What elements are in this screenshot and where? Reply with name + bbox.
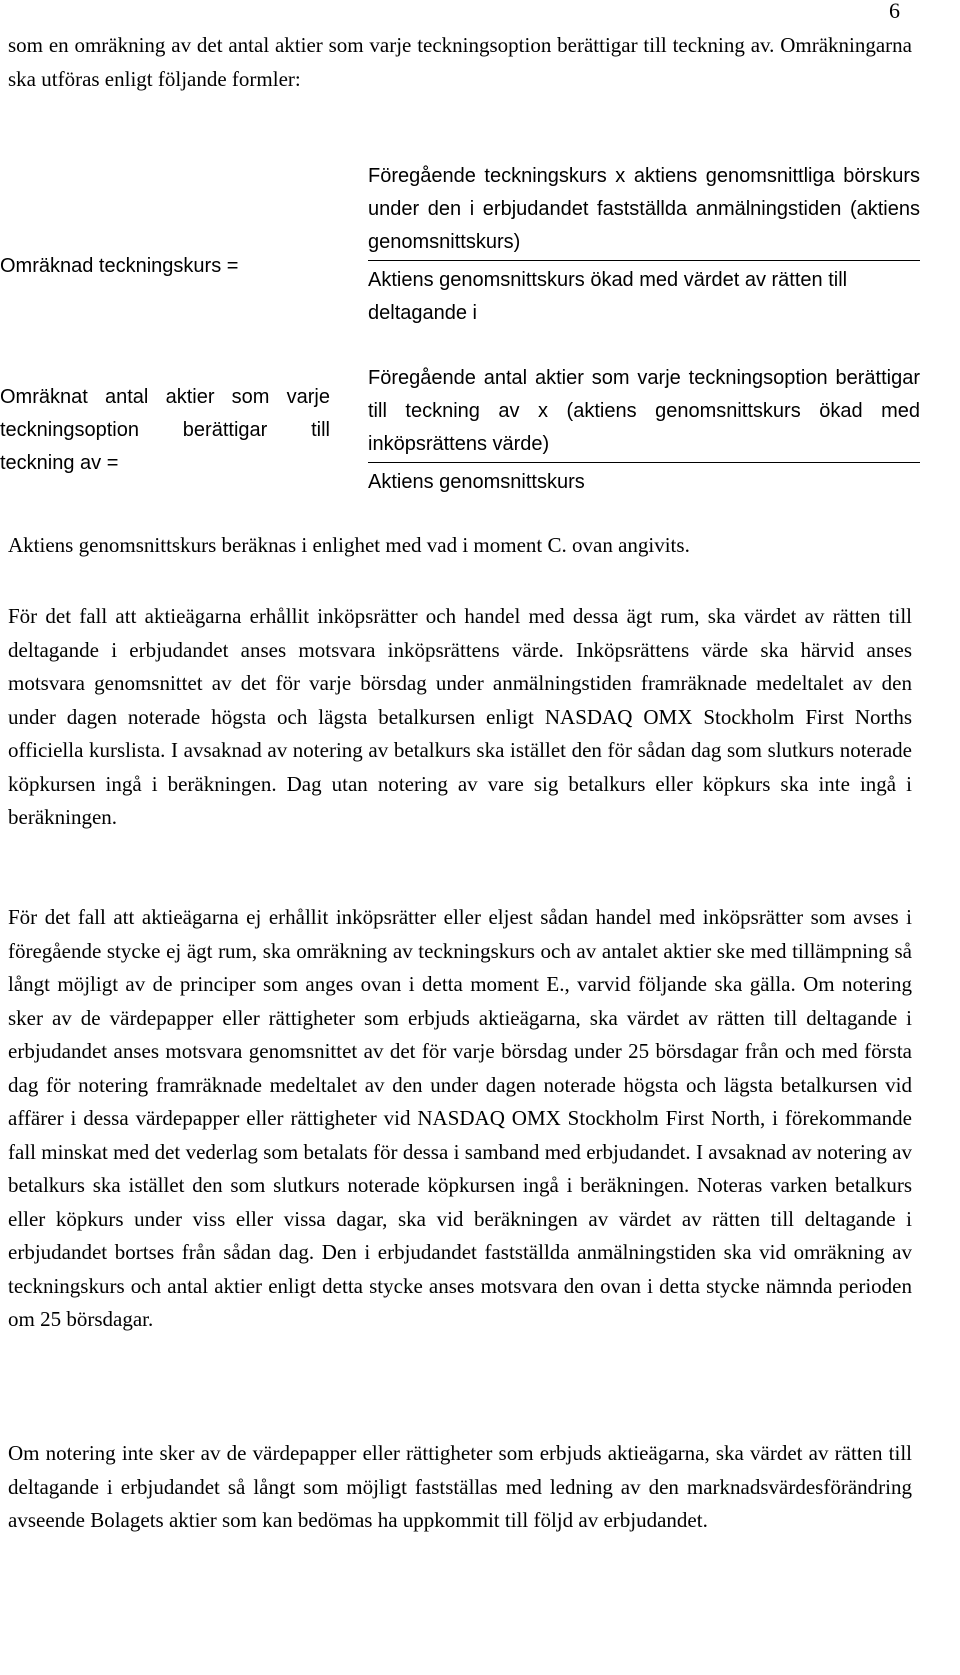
page-number: 6: [889, 0, 900, 23]
paragraph-genomsnittskurs: Aktiens genomsnittskurs beräknas i enlighet med vad i moment C. ovan angivits.: [8, 533, 690, 557]
formula1-fraction-line: [368, 260, 920, 261]
formula2-denominator: Aktiens genomsnittskurs: [368, 471, 585, 493]
intro-paragraph: som en omräkning av det antal aktier som varje teckningsoption berättigar till teckning av. Omräkningarna ska utföras enligt följande formler:: [8, 33, 912, 91]
formula1-numerator: Föregående teckningskurs x aktiens genomsnittliga börskurs under den i erbjudandet fastställda anmälningstiden (aktiens genomsnittskurs): [368, 165, 920, 253]
formula2-fraction-line: [368, 462, 920, 463]
paragraph-ingen-notering: Om notering inte sker av de värdepapper eller rättigheter som erbjuds aktieägarna, ska värdet av rätten till deltagande i erbjudandet så långt som möjligt fastställas med ledning av den marknadsvärdesförändring avseende Bolagets aktier som kan bedömas ha uppkommit till följd av erbjudandet.: [8, 1441, 912, 1532]
formula1-denominator: Aktiens genomsnittskurs ökad med värdet av rätten till deltagande i: [368, 269, 848, 324]
formula1-fraction: [368, 160, 920, 330]
formula2-numerator: Föregående antal aktier som varje teckningsoption berättigar till teckning av x (aktiens genomsnittskurs ökad med inköpsrättens värde): [368, 367, 920, 455]
formula1-label: Omräknad teckningskurs =: [0, 255, 239, 277]
paragraph-inkopsratter: För det fall att aktieägarna erhållit inköpsrätter och handel med dessa ägt rum, ska värdet av rätten till deltagande i erbjudandet anses motsvara inköpsrättens värde. Inköpsrättens värde ska härvid anses motsvara genomsnittet av det för varje börsdag under anmälningstiden framräknade medeltalet av den under dagen noterade högsta och lägsta betalkursen enligt NASDAQ OMX Stockholm First Norths officiella kurslista. I avsaknad av notering av betalkurs ska istället den för sådan dag som slutkurs noterade köpkursen ingå i beräkningen. Dag utan notering av vare sig betalkurs eller köpkurs ska inte ingå i beräkningen.: [8, 604, 912, 829]
formula2-fraction: [368, 362, 920, 499]
paragraph-ej-inkopsratter: För det fall att aktieägarna ej erhållit inköpsrätter eller eljest sådan handel med inköpsrätter som avses i föregående stycke ej ägt rum, ska omräkning av teckningskurs och av antalet aktier ske med tillämpning så långt möjligt av de principer som anges ovan i detta moment E., varvid följande ska gälla. Om notering sker av de värdepapper eller rättigheter som erbjuds aktieägarna, ska värdet av rätten till deltagande i erbjudandet anses motsvara genomsnittet av det för varje börsdag under 25 börsdagar från och med första dag för notering framräknade medeltalet av den under dagen noterade högsta och lägsta betalkursen vid affärer i dessa värdepapper eller rättigheter vid NASDAQ OMX Stockholm First North, i förekommande fall minskat med det vederlag som betalats för dessa i samband med erbjudandet. I avsaknad av notering av betalkurs ska istället den som slutkurs noterade köpkursen ingå i beräkningen. Noteras varken betalkurs eller köpkurs under viss eller vissa dagar, ska vid beräkningen av värdet av rätten till deltagande i erbjudandet bortses från sådan dag. Den i erbjudandet fastställda anmälningstiden ska vid omräkning av teckningskurs och antal aktier enligt detta stycke anses motsvara den ovan i detta stycke nämnda perioden om 25 börsdagar.: [8, 905, 912, 1331]
formula2-label: Omräknat antal aktier som varje teckningsoption berättigar till teckning av =: [0, 386, 330, 474]
